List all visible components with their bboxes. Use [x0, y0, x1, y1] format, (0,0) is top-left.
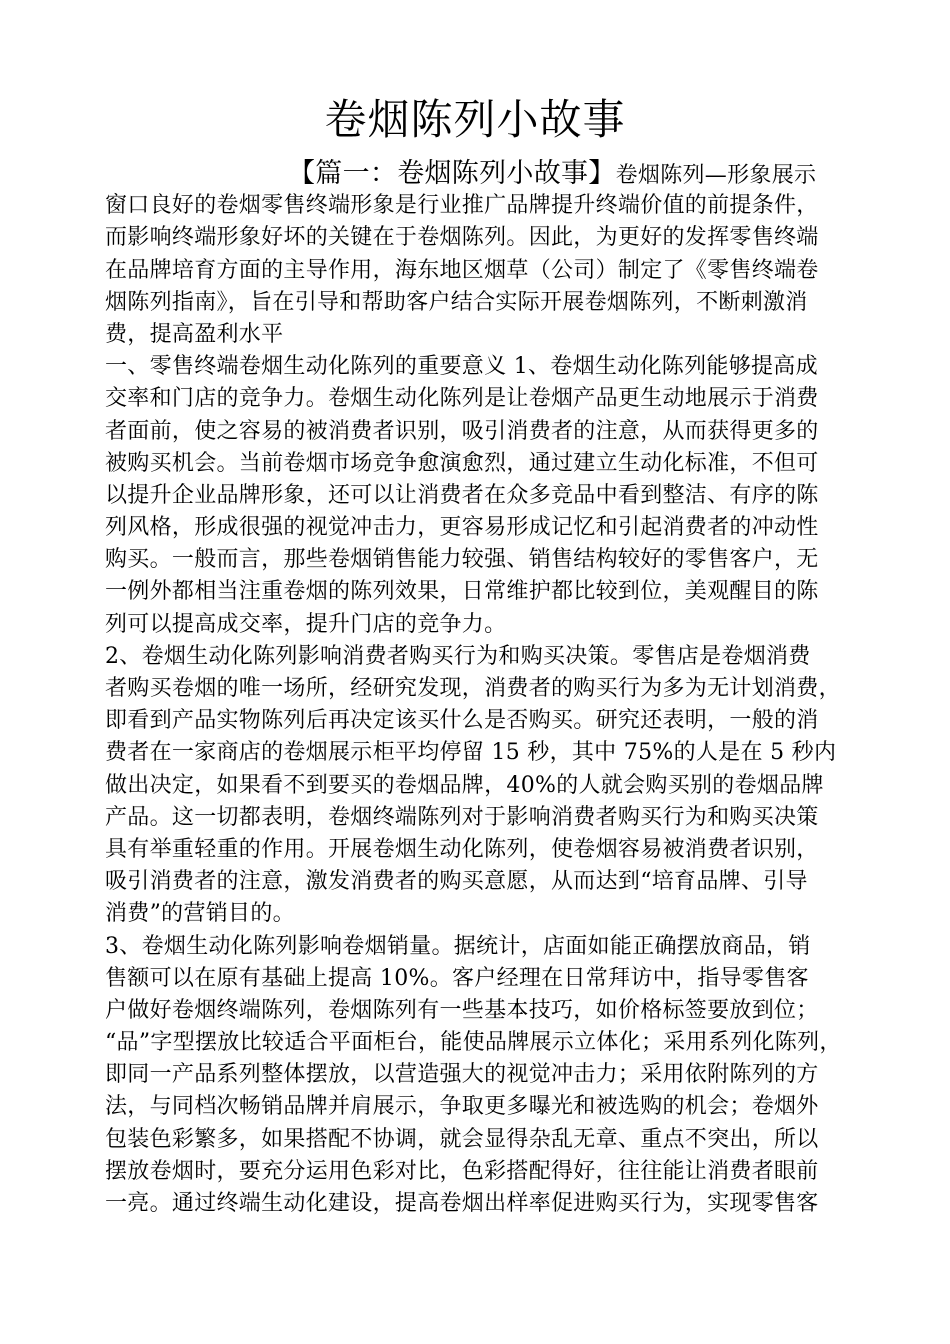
body-line: 一、零售终端卷烟生动化陈列的重要意义 1、卷烟生动化陈列能够提高成 — [105, 354, 818, 380]
body-line: 而影响终端形象好坏的关键在于卷烟陈列。因此，为更好的发挥零售终端 — [105, 225, 819, 251]
body-line: 在品牌培育方面的主导作用，海东地区烟草（公司）制定了《零售终端卷 — [105, 257, 819, 283]
body-line: 2、卷烟生动化陈列影响消费者购买行为和购买决策。零售店是卷烟消费 — [105, 643, 811, 669]
section-heading: 【篇一：卷烟陈列小故事】 — [288, 158, 616, 189]
body-line: 摆放卷烟时，要充分运用色彩对比，色彩搭配得好，往往能让消费者眼前 — [105, 1158, 819, 1184]
body-line: 购买。一般而言，那些卷烟销售能力较强、销售结构较好的零售客户，无 — [105, 547, 819, 573]
body-line: 被购买机会。当前卷烟市场竞争愈演愈烈，通过建立生动化标准，不但可 — [105, 450, 819, 476]
body-line: 售额可以在原有基础上提高 10%。客户经理在日常拜访中，指导零售客 — [105, 965, 809, 991]
body-line: 即同一产品系列整体摆放，以营造强大的视觉冲击力；采用依附陈列的方 — [105, 1062, 819, 1088]
body-line: 吸引消费者的注意，激发消费者的购买意愿，从而达到“培育品牌、引导 — [105, 869, 808, 895]
body-line: 列风格，形成很强的视觉冲击力，更容易形成记忆和引起消费者的冲动性 — [105, 515, 819, 541]
body-line-1 — [105, 158, 875, 190]
body-line: 者面前，使之容易的被消费者识别，吸引消费者的注意，从而获得更多的 — [105, 418, 819, 444]
body-line-text: 卷烟陈列—形象展示 — [615, 163, 817, 188]
body-line: 产品。这一切都表明，卷烟终端陈列对于影响消费者购买行为和购买决策 — [105, 804, 819, 830]
body-line: 户做好卷烟终端陈列，卷烟陈列有一些基本技巧，如价格标签要放到位； — [105, 997, 819, 1023]
body-line: 一例外都相当注重卷烟的陈列效果，日常维护都比较到位，美观醒目的陈 — [105, 579, 819, 605]
body-line: “品”字型摆放比较适合平面柜台，能使品牌展示立体化；采用系列化陈列， — [105, 1030, 842, 1056]
document-body — [105, 158, 875, 1220]
body-line: 做出决定，如果看不到要买的卷烟品牌，40%的人就会购买别的卷烟品牌 — [105, 772, 824, 798]
body-line: 费，提高盈利水平 — [105, 321, 284, 347]
body-line: 即看到产品实物陈列后再决定该买什么是否购买。研究还表明，一般的消 — [105, 708, 819, 734]
body-line: 以提升企业品牌形象，还可以让消费者在众多竞品中看到整洁、有序的陈 — [105, 482, 819, 508]
body-line: 包装色彩繁多，如果搭配不协调，就会显得杂乱无章、重点不突出，所以 — [105, 1126, 819, 1152]
body-line: 一亮。通过终端生动化建设，提高卷烟出样率促进购买行为，实现零售客 — [105, 1191, 819, 1216]
body-line: 法，与同档次畅销品牌并肩展示，争取更多曝光和被选购的机会；卷烟外 — [105, 1094, 819, 1120]
body-line: 列可以提高成交率，提升门店的竞争力。 — [105, 611, 507, 637]
body-line: 3、卷烟生动化陈列影响卷烟销量。据统计，店面如能正确摆放商品，销 — [105, 933, 811, 959]
body-line: 具有举重轻重的作用。开展卷烟生动化陈列，使卷烟容易被消费者识别， — [105, 836, 819, 862]
body-line: 交率和门店的竞争力。卷烟生动化陈列是让卷烟产品更生动地展示于消费 — [105, 386, 819, 412]
document-title: 卷烟陈列小故事 — [324, 95, 626, 144]
body-line: 费者在一家商店的卷烟展示柜平均停留 15 秒，其中 75%的人是在 5 秒内 — [105, 740, 837, 766]
body-line: 窗口良好的卷烟零售终端形象是行业推广品牌提升终端价值的前提条件， — [105, 193, 819, 219]
body-line: 烟陈列指南》，旨在引导和帮助客户结合实际开展卷烟陈列，不断刺激消 — [105, 289, 808, 315]
body-line: 消费”的营销目的。 — [105, 901, 295, 927]
body-line: 者购买卷烟的唯一场所，经研究发现，消费者的购买行为多为无计划消费， — [105, 676, 841, 701]
